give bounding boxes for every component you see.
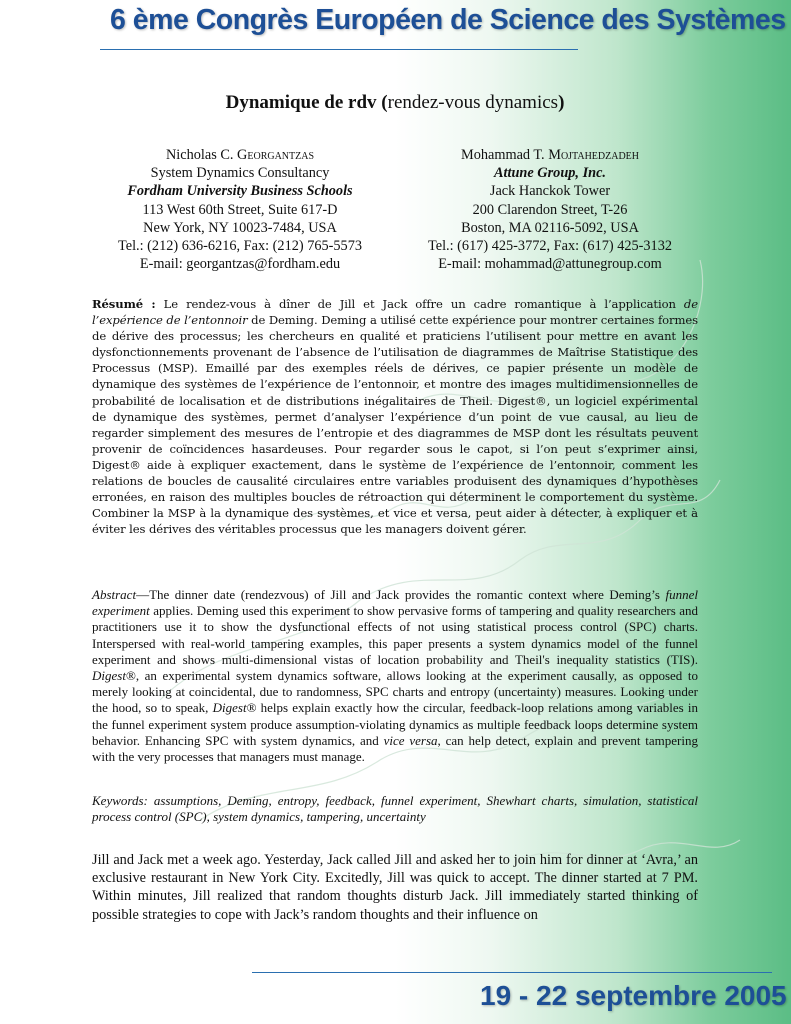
abstract-italic: Digest [92,668,126,684]
author-email[interactable]: E-mail: georgantzas@fordham.edu [139,256,341,273]
author-last-name: ojtahedzadeh [560,147,640,163]
paper-title [92,92,698,114]
abstract-italic: vice versa [383,732,438,748]
resume-label: Résumé : [92,297,156,311]
title-close: ) [558,92,565,113]
author-address-1: 113 West 60th Street, Suite 617-D [142,201,338,218]
resume-italic: de l’expérience de l’entonnoir [92,297,698,328]
resume-text-1: Le rendez-vous à dîner de Jill et Jack offre un cadre romantique à l’application [155,297,684,311]
body-paragraph: Jill and Jack met a week ago. Yesterday, Jack called Jill and asked her to join him for dinner at ‘Avra,’ an exclusive restaurant in New York City. Excitedly, Jill was quick to accept. The dinner started at 7 PM. Within minutes, Jill realized that random thoughts disturb Jack. Jill immediately started thinking of possible strategies to cope with Jack’s random thoughts and their influence on [92,852,698,923]
title-plain-part: rendez-vous dynamics [387,92,559,113]
conference-dates: 19 - 22 septembre 2005 [480,980,787,1011]
footer-rule [252,972,772,973]
abstract-text: ®, an experimental system dynamics software, allows looking at the experiment causally, as opposed to merely looking at coincidental, due to randomness, SPC charts and entropy (uncertainty) measures. Looking under the hood, so to speak, [92,668,698,716]
author-tel: Tel.: (212) 636-6216, Fax: (212) 765-5573 [118,238,362,255]
author-org: Jack Hanckok Tower [489,183,611,200]
author-block-2 [400,146,700,273]
author-address-2: Boston, MA 02116-5092, USA [461,219,639,236]
title-bold-part: Dynamique de rdv ( [225,92,388,113]
keywords-paragraph: Keywords: assumptions, Deming, entropy, feedback, funnel experiment, Shewhart charts, simulation, statistical process control (SPC), system dynamics, tampering, uncertainty [92,793,698,825]
author-last-name: eorgantzas [247,147,315,163]
author-email[interactable]: E-mail: mohammad@attunegroup.com [438,256,662,273]
author-block-1 [90,146,390,273]
abstract-italic: Digest [212,700,247,716]
abstract-paragraph [92,587,698,765]
abstract-text: , can help detect, explain and prevent tampering with the very processes that managers must manage. [92,732,698,765]
author-tel: Tel.: (617) 425-3772, Fax: (617) 425-3132 [428,238,672,255]
conference-banner: 6 ème Congrès Européen de Science des Systèmes [110,4,786,36]
abstract-text: —The dinner date (rendezvous) of Jill and Jack provides the romantic context where Deming’s [136,587,666,602]
author-address-2: New York, NY 10023-7484, USA [143,219,337,236]
abstract-label: Abstract [92,587,137,602]
header-rule [100,49,578,50]
author-first-name: Nicholas C. G [165,147,248,163]
resume-text-2: de Deming. Deming a utilisé cette expérience pour montrer certaines formes de dérive des processus; les chercheurs en qualité et praticiens l’utilisent pour mettre en avant les dysfonctionnements provenant de l’absence de l’utilisation de diagrammes de Maîtrise Statistique des Processus (MSP). Emaillé par des exemples réels de dérives, ce papier présente un modèle de dynamique des systèmes de l’expérience de l’entonnoir, et montre des images multidimensionnelles de probabilité de localisation et de distributions inégalitaires de Theil. Digest®, un logiciel expérimental de dynamique des systèmes, permet d’analyser l’expérience d’un point de vue causal, au lieu de regarder simplement des mesures de l’entropie et des diagrammes de MSP dont les résultats peuvent provenir de coïncidences hasardeuses. Pour regarder sous le capot, si l’on peut s’exprimer ainsi, Digest® aide à expliquer exactement, dans le système de l’expérience de l’entonnoir, comment les relations de boucles de causalité circulaires entre variables produisent des dynamiques d’hypothèses erronées, en raison des multiples boucles de rétroaction qui déterminent le comportement du système. Combiner la MSP à la dynamique des systèmes, et vice et versa, peut aider à détecter, à expliquer et à éviter les dérives des véritables processus que les managers doivent gérer. [92,313,698,537]
author-name [90,146,390,164]
resume-paragraph [92,296,698,537]
author-name [400,146,700,164]
abstract-italic: funnel experiment [92,587,698,619]
abstract-text: applies. Deming used this experiment to show pervasive forms of tampering and quality researchers and practitioners use it to show the dysfunctional effects of not using statistical process control (SPC) charts. Interspersed with real-world tampering examples, this paper presents a system dynamics model of the funnel experiment and shows multi-dimensional vistas of location probability and Theil's inequality statistics (TIS). [92,603,698,667]
author-address-1: 200 Clarendon Street, T-26 [472,201,628,218]
author-first-name: Mohammad T. M [460,147,561,163]
author-org: System Dynamics Consultancy [150,165,330,182]
author-affiliation: Attune Group, Inc. [493,165,607,182]
author-affiliation: Fordham University Business Schools [127,183,353,200]
abstract-text: ® helps explain exactly how the circular, feedback-loop relations among variables in the funnel experiment system produce assumption-violating dynamics as multiple feedback loops determine system behavior. Enhancing SPC with system dynamics, and [92,700,698,748]
